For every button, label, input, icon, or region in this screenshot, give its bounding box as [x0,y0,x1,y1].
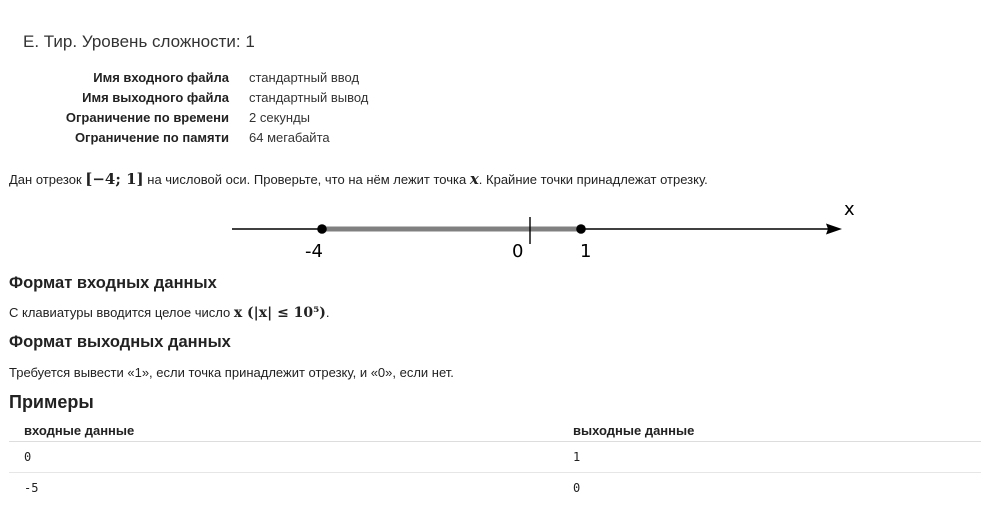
statement-text-before: Дан отрезок [9,172,86,187]
problem-title: E. Тир. Уровень сложности: 1 [23,32,255,51]
limit-row-memory [0,128,368,148]
limit-value: 2 секунды [249,110,311,125]
output-format-heading: Формат выходных данных [9,333,231,351]
examples-heading: Примеры [9,392,94,412]
statement-text-middle: на числовой оси. Проверьте, что на нём лежит точка [143,172,470,187]
input-format-heading: Формат входных данных [9,274,217,292]
point-variable: x [469,170,479,188]
examples-header-row [9,420,981,442]
problem-statement [9,170,708,189]
statement-text-after: . Крайние точки принадлежат отрезку. [478,172,708,187]
limit-value: 64 мегабайта [249,130,330,145]
number-line-figure [226,196,866,264]
limit-value: стандартный ввод [249,70,360,85]
label-left-end: -4 [305,241,323,262]
example-row [9,473,981,504]
label-zero: 0 [512,241,524,262]
example-output[interactable]: 0 [573,481,581,495]
column-header-output: выходные данные [558,420,981,442]
examples-table [9,420,981,503]
limit-key: Имя входного файла [93,70,229,85]
label-right-end: 1 [580,241,592,262]
axis-label-x: x [844,199,855,220]
column-header-input: входные данные [9,420,558,442]
example-row [9,442,981,473]
input-format-text [9,304,330,322]
limit-value: стандартный вывод [249,90,369,105]
output-format-text: Требуется вывести «1», если точка принадлежит отрезку, и «0», если нет. [9,365,454,380]
limit-row-time [0,108,368,128]
input-format-before: С клавиатуры вводится целое число [9,305,234,320]
axis-arrowhead-icon [826,224,842,235]
left-endpoint-dot [317,224,327,234]
limit-row-input-file [0,68,368,88]
segment-formula: [−4; 1] [85,170,144,188]
limit-row-output-file [0,88,368,108]
input-format-after: . [325,305,330,320]
example-input[interactable]: -5 [24,481,39,495]
limit-key: Ограничение по времени [65,110,229,125]
limit-key: Имя выходного файла [82,90,229,105]
right-endpoint-dot [576,224,586,234]
example-output[interactable]: 1 [558,442,981,473]
example-input[interactable]: 0 [9,442,558,473]
limit-key: Ограничение по памяти [74,130,229,145]
limits-table [0,68,368,148]
input-constraint-formula: x (|x| ≤ 10⁵) [233,305,326,321]
